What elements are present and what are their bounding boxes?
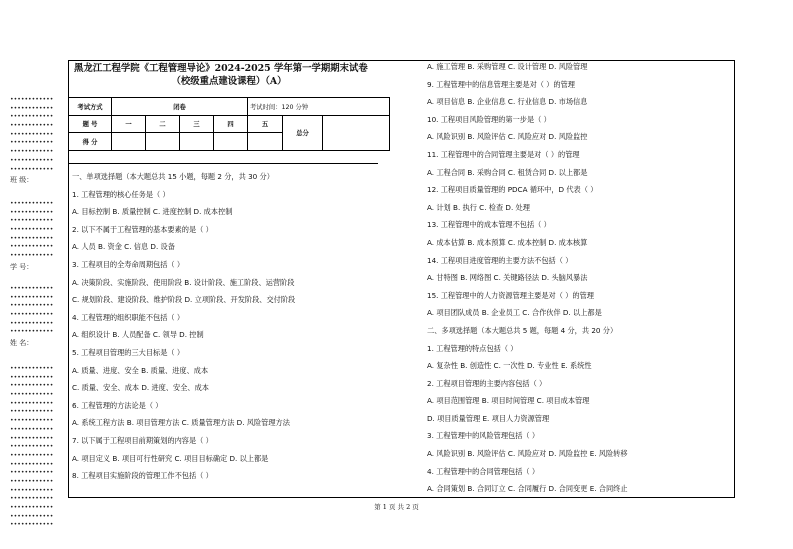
student-id-label: 学 号：: [10, 262, 34, 271]
binding-dots: ••••••••••••: [10, 521, 54, 529]
binding-dots: ••••••••••••: [10, 226, 54, 234]
question-line: 一、单项选择题（本大题总共 15 小题，每题 2 分，共 30 分）: [72, 172, 274, 181]
question-line: 二、多项选择题（本大题总共 5 题，每题 4 分，共 20 分）: [427, 325, 618, 335]
score-table: [68, 97, 390, 151]
binding-dots: ••••••••••••: [10, 96, 54, 103]
binding-dots: ••••••••••••: [10, 328, 54, 336]
question-line: 11. 工程管理中的合同管理主要是对（ ）的管理: [427, 149, 580, 159]
binding-dots: ••••••••••••: [10, 130, 54, 138]
score-cell-3[interactable]: [180, 133, 214, 151]
binding-dots: ••••••••••••: [10, 451, 54, 459]
question-line: 3. 工程项目的全寿命周期包括（ ）: [72, 259, 185, 269]
score-label: 得 分: [69, 133, 112, 151]
binding-dots: ••••••••••••: [10, 512, 54, 520]
question-line: A. 成本估算 B. 成本预算 C. 成本控制 D. 成本核算: [427, 237, 588, 247]
question-line: 2. 工程项目管理的主要内容包括（ ）: [427, 378, 547, 388]
total-label: 总分: [283, 115, 323, 150]
binding-dots: ••••••••••••: [10, 417, 54, 425]
question-line: A. 复杂性 B. 创造性 C. 一次性 D. 专业性 E. 系统性: [427, 361, 592, 371]
question-line: A. 工程合同 B. 采购合同 C. 租赁合同 D. 以上都是: [427, 167, 588, 177]
col-4: 四: [214, 115, 248, 133]
binding-dots: ••••••••••••: [10, 234, 54, 242]
question-line: A. 甘特图 B. 网络图 C. 关键路径法 D. 头脑风暴法: [427, 273, 588, 283]
title-line-1: 黑龙江工程学院《工程管理导论》2024-2025 学年第一学期期末试卷: [74, 63, 368, 74]
binding-dots: ••••••••••••: [10, 477, 54, 485]
question-line: A. 组织设计 B. 人员配备 C. 领导 D. 控制: [72, 330, 204, 340]
question-line: 9. 工程管理中的信息管理主要是对（ ）的管理: [427, 79, 575, 89]
question-line: A. 系统工程方法 B. 项目管理方法 C. 质量管理方法 D. 风险管理方法: [72, 418, 290, 428]
binding-dots: ••••••••••••: [10, 434, 54, 442]
binding-dots: ••••••••••••: [10, 243, 54, 251]
question-line: 13. 工程管理中的成本管理不包括（ ）: [427, 220, 551, 230]
question-line: 2. 以下不属于工程管理的基本要素的是（ ）: [72, 224, 213, 234]
binding-dots: ••••••••••••: [10, 217, 54, 225]
question-line: A. 施工管理 B. 采购管理 C. 设计管理 D. 风险管理: [427, 62, 588, 71]
binding-dots: ••••••••••••: [10, 469, 54, 477]
binding-dots: ••••••••••••: [10, 391, 54, 399]
binding-dots: ••••••••••••: [10, 104, 54, 112]
col-1: 一: [112, 115, 146, 133]
binding-dots: ••••••••••••: [10, 382, 54, 390]
binding-dots: ••••••••••••: [10, 139, 54, 147]
score-cell-1[interactable]: [112, 133, 146, 151]
col-3: 三: [180, 115, 214, 133]
col-5: 五: [248, 115, 283, 133]
exam-time: 考试时间：120 分钟: [248, 98, 390, 116]
binding-dots: ••••••••••••: [10, 208, 54, 216]
binding-dots: ••••••••••••: [10, 408, 54, 416]
question-line: A. 项目团队成员 B. 企业员工 C. 合作伙伴 D. 以上都是: [427, 308, 602, 318]
binding-dots: ••••••••••••: [10, 148, 54, 156]
score-cell-2[interactable]: [146, 133, 180, 151]
right-column: [427, 58, 628, 498]
question-line: C. 规划阶段、建设阶段、维护阶段 D. 立项阶段、开发阶段、交付阶段: [72, 295, 296, 305]
question-line: 6. 工程管理的方法论是（ ）: [72, 400, 163, 410]
binding-dots: ••••••••••••: [10, 200, 54, 207]
page-footer: 第 1 页 共 2 页: [374, 503, 419, 511]
binding-dots: ••••••••••••: [10, 285, 54, 292]
total-score-cell[interactable]: [323, 115, 390, 150]
question-line: A. 风险识别 B. 风险评估 C. 风险应对 D. 风险监控: [427, 132, 588, 142]
binding-dots: ••••••••••••: [10, 122, 54, 130]
left-column: [72, 168, 295, 485]
question-line: A. 目标控制 B. 质量控制 C. 进度控制 D. 成本控制: [72, 207, 233, 217]
name-label: 姓 名：: [10, 339, 34, 348]
question-line: 8. 工程项目实施阶段的管理工作不包括（ ）: [72, 471, 213, 481]
question-line: A. 人员 B. 资金 C. 信息 D. 设备: [72, 242, 175, 252]
question-line: 5. 工程项目管理的三大目标是（ ）: [72, 347, 185, 357]
question-line: 4. 工程管理中的合同管理包括（ ）: [427, 466, 540, 476]
binding-dots: ••••••••••••: [10, 460, 54, 468]
question-line: A. 风险识别 B. 风险评估 C. 风险应对 D. 风险监控 E. 风险转移: [427, 449, 628, 459]
binding-dots: ••••••••••••: [10, 311, 54, 319]
question-line: 3. 工程管理中的风险管理包括（ ）: [427, 431, 540, 441]
question-line: 1. 工程管理的特点包括（ ）: [427, 343, 518, 353]
col-2: 二: [146, 115, 180, 133]
binding-dots: ••••••••••••: [10, 504, 54, 511]
question-line: 10. 工程项目风险管理的第一步是（ ）: [427, 114, 551, 124]
binding-dots: ••••••••••••: [10, 156, 54, 164]
binding-dots: ••••••••••••: [10, 302, 54, 310]
question-line: D. 项目质量管理 E. 项目人力资源管理: [427, 413, 550, 423]
question-line: A. 项目定义 B. 项目可行性研究 C. 项目目标确定 D. 以上都是: [72, 453, 269, 463]
title-line-2: （校级重点建设课程）（A）: [171, 76, 287, 87]
binding-dots: ••••••••••••: [10, 443, 54, 451]
question-line: A. 计划 B. 执行 C. 检查 D. 处理: [427, 202, 530, 212]
question-line: A. 项目信息 B. 企业信息 C. 行业信息 D. 市场信息: [427, 97, 588, 107]
question-line: 12. 工程项目质量管理的 PDCA 循环中，D 代表（ ）: [427, 185, 598, 195]
class-label: 班 级：: [10, 176, 34, 185]
question-line: 4. 工程管理的组织职能不包括（ ）: [72, 312, 185, 322]
exam-mode-label: 考试方式: [69, 98, 112, 116]
score-cell-4[interactable]: [214, 133, 248, 151]
question-line: A. 决策阶段、实施阶段、使用阶段 B. 设计阶段、施工阶段、运营阶段: [72, 277, 295, 287]
question-line: A. 合同策划 B. 合同订立 C. 合同履行 D. 合同变更 E. 合同终止: [427, 484, 628, 494]
binding-dots: ••••••••••••: [10, 252, 54, 260]
binding-dots: ••••••••••••: [10, 399, 54, 407]
binding-dots: ••••••••••••: [10, 113, 54, 121]
binding-dots: ••••••••••••: [10, 486, 54, 494]
exam-title: [74, 62, 394, 88]
question-line: C. 质量、安全、成本 D. 进度、安全、成本: [72, 383, 209, 393]
question-line: A. 项目范围管理 B. 项目时间管理 C. 项目成本管理: [427, 396, 590, 406]
question-line: 1. 工程管理的核心任务是（ ）: [72, 189, 170, 199]
binding-dots: ••••••••••••: [10, 425, 54, 433]
question-line: 14. 工程项目进度管理的主要方法不包括（ ）: [427, 255, 573, 265]
score-cell-5[interactable]: [248, 133, 283, 151]
divider: [68, 163, 378, 164]
question-line: 15. 工程管理中的人力资源管理主要是对（ ）的管理: [427, 290, 594, 300]
binding-dots: ••••••••••••: [10, 293, 54, 301]
question-line: 7. 以下属于工程项目前期策划的内容是（ ）: [72, 435, 213, 445]
question-no-label: 题 号: [69, 115, 112, 133]
exam-mode-value: 闭卷: [112, 98, 248, 116]
binding-dots: ••••••••••••: [10, 365, 54, 372]
binding-dots: ••••••••••••: [10, 319, 54, 327]
question-line: A. 质量、进度、安全 B. 质量、进度、成本: [72, 365, 209, 375]
binding-dots: ••••••••••••: [10, 165, 54, 173]
binding-dots: ••••••••••••: [10, 373, 54, 381]
binding-dots: ••••••••••••: [10, 495, 54, 503]
